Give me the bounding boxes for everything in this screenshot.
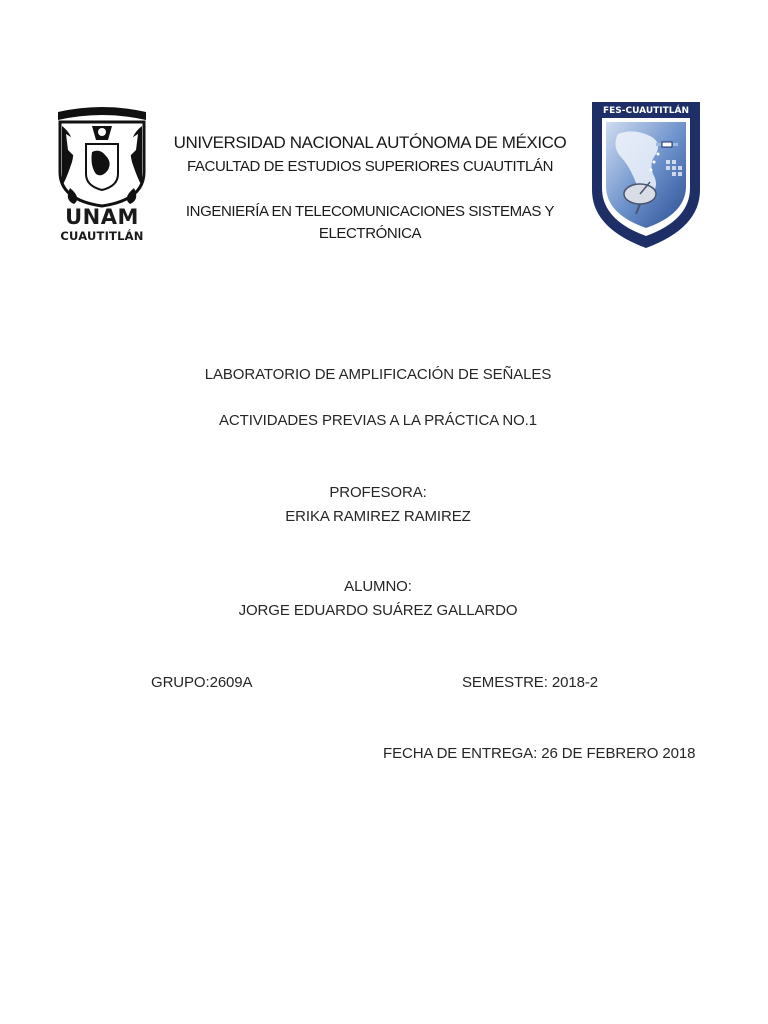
- unam-logo-word: UNAM: [65, 205, 139, 229]
- student-label: ALUMNO:: [344, 578, 412, 595]
- fes-shield-icon: [588, 98, 704, 250]
- teacher-label: PROFESORA:: [329, 484, 427, 501]
- lab-title: LABORATORIO DE AMPLIFICACIÓN DE SEÑALES: [204, 366, 552, 383]
- university-title: UNIVERSIDAD NACIONAL AUTÓNOMA DE MÉXICO: [173, 133, 567, 152]
- faculty-title: FACULTAD DE ESTUDIOS SUPERIORES CUAUTITLÁN: [186, 158, 554, 175]
- fes-shield-top-text: FES-CUAUTITLÁN: [602, 106, 690, 116]
- semester-field: SEMESTRE: 2018-2: [462, 674, 598, 691]
- career-title-line1: INGENIERÍA EN TELECOMUNICACIONES SISTEMAS Y: [185, 203, 555, 220]
- group-field: GRUPO:2609A: [151, 674, 253, 691]
- due-date-field: FECHA DE ENTREGA: 26 DE FEBRERO 2018: [383, 745, 696, 762]
- student-name: JORGE EDUARDO SUÁREZ GALLARDO: [238, 602, 518, 619]
- teacher-name: ERIKA RAMIREZ RAMIREZ: [285, 508, 471, 525]
- career-title-line2: ELECTRÓNICA: [318, 225, 422, 242]
- activity-title: ACTIVIDADES PREVIAS A LA PRÁCTICA NO.1: [219, 412, 537, 429]
- unam-logo-campus: CUAUTITLÁN: [60, 229, 144, 243]
